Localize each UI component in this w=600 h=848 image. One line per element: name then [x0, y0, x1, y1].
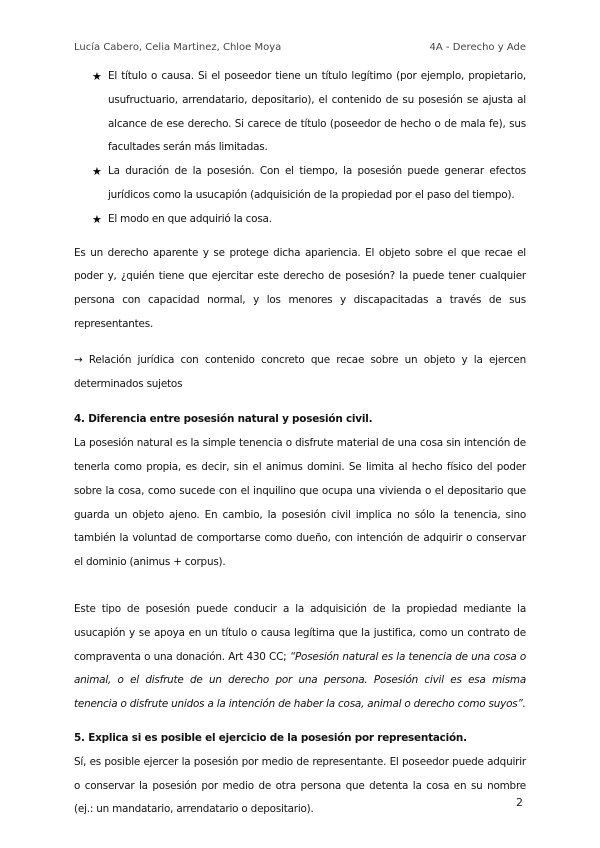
section-5-paragraph: Sí, es posible ejercer la posesión por medio de representante. El poseedor puede adquirir o conservar la posesión por medio de otra persona que detenta la cosa en su nombre (ej.: un mandatario, arrendatario o depositario).: [74, 755, 526, 816]
section-4-paragraph-b-text: Este tipo de posesión puede conducir a la adquisición de la propiedad mediante la usucapión y se apoya en un título o causa legítima que la justifica, como un contrato de compraventa o una donación. Art 430 CC;: [74, 602, 526, 663]
section-4-title: 4. Diferencia entre posesión natural y posesión civil.: [74, 413, 373, 426]
article-quote: “Posesión natural es la tenencia de una cosa o animal, o el disfrute de un derecho por una persona. Posesión civil es esa misma tenencia o disfrute unidos a la intención de haber la cosa, animal o derecho como suyos”.: [74, 650, 526, 711]
section-4-paragraph-a: La posesión natural es la simple tenencia o disfrute material de una cosa sin intención de tenerla como propia, es decir, sin el animus domini. Se limita al hecho físico del poder sobre la cosa, como sucede con el inquilino que ocupa una vivienda o el depositario que guarda un objeto ajeno. En cambio, la posesión civil implica no sólo la tenencia, sino también la voluntad de comportarse como dueño, con intención de adquirir o conservar el dominio (animus + corpus).: [74, 437, 526, 569]
bullet-text: El modo en que adquirió la cosa.: [108, 212, 272, 225]
bullet-list: [74, 65, 526, 232]
header-authors: Lucía Cabero, Celia Martinez, Chloe Moya: [74, 42, 282, 53]
section-5: [74, 727, 526, 822]
bullet-text: La duración de la posesión. Con el tiempo, la posesión puede generar efectos jurídicos como la usucapión (adquisición de la propiedad por el paso del tiempo).: [108, 165, 526, 201]
page-number: 2: [516, 796, 523, 809]
list-item: [74, 65, 526, 160]
section-4: [74, 408, 526, 717]
section-4-paragraph-b: [74, 598, 526, 717]
star-icon: ★: [92, 165, 102, 179]
bullet-text: El título o causa. Si el poseedor tiene un título legítimo (por ejemplo, propietario, usufructuario, arrendatario, depositario), el contenido de su posesión se ajusta al alcance de ese derecho. Si carece de título (poseedor de hecho o de mala fe), sus facultades serán más limitadas.: [108, 70, 526, 154]
list-item: [74, 208, 526, 232]
paragraph-relacion: [74, 349, 526, 397]
paragraph-apariencia: Es un derecho aparente y se protege dicha apariencia. El objeto sobre el que recae el poder y, ¿quién tiene que ejercitar este derecho de posesión? la puede tener cualquier persona con capacidad normal, y los menores y discapacitadas a través de sus representantes.: [74, 246, 526, 330]
document-body: [74, 62, 526, 822]
star-icon: ★: [92, 70, 102, 83]
page-header: [74, 42, 526, 53]
list-item: [74, 160, 526, 208]
arrow-icon: →: [74, 353, 83, 366]
header-course: 4A - Derecho y Ade: [429, 42, 526, 53]
section-5-title: 5. Explica si es posible el ejercicio de la posesión por representación.: [74, 731, 467, 744]
paragraph-relacion-text: Relación jurídica con contenido concreto que recae sobre un objeto y la ejercen determinados sujetos: [74, 353, 526, 390]
star-icon: ★: [92, 212, 102, 226]
